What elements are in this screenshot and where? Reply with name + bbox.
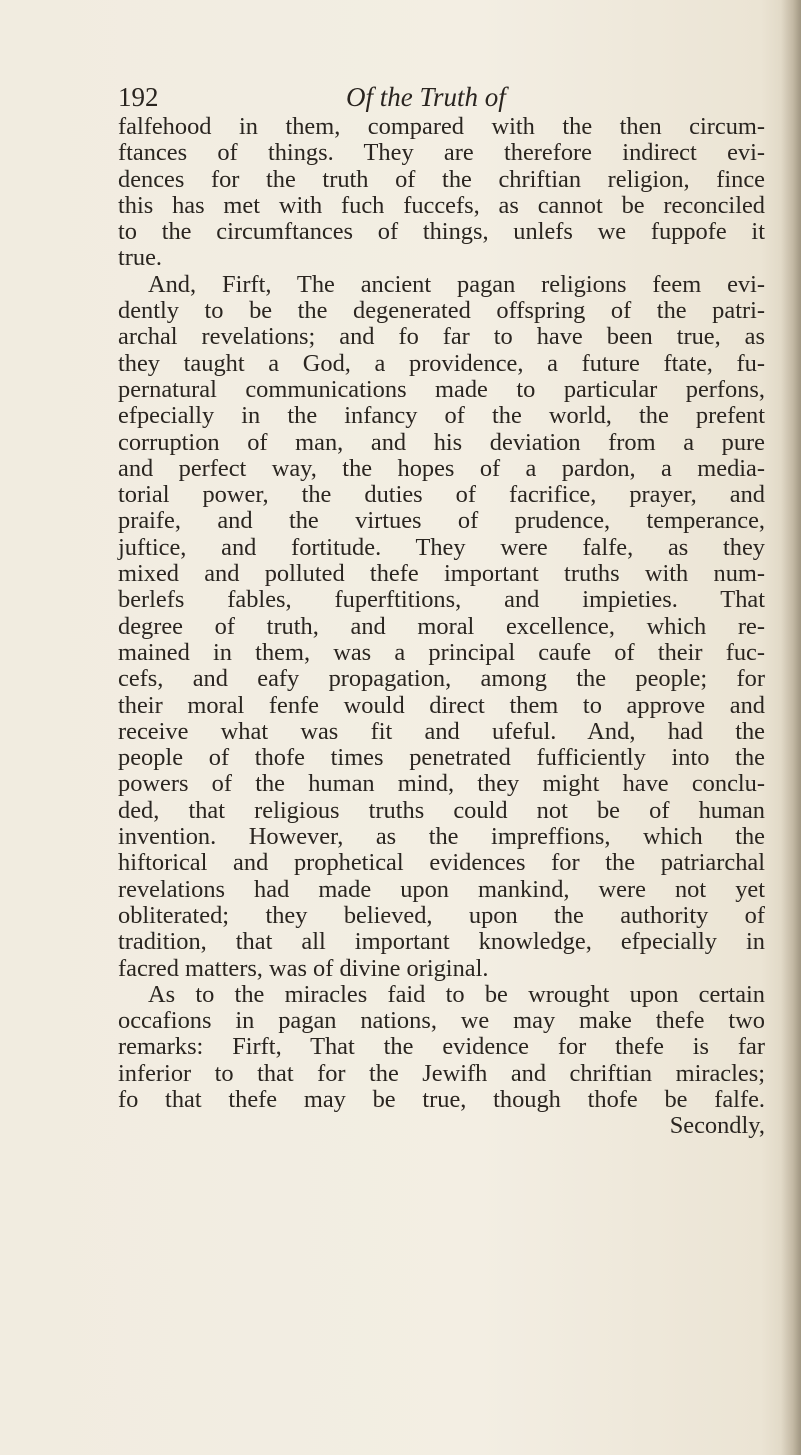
text-line: to the circumftances of things, unlefs we fuppofe it — [118, 218, 765, 246]
text-line: dently to be the degenerated offspring of the patri- — [118, 297, 765, 325]
text-line: And, Firft, The ancient pagan religions feem evi- — [148, 270, 765, 298]
page-number: 192 — [118, 82, 159, 112]
text-line: invention. However, as the impreffions, which the — [118, 823, 765, 851]
text-line: dences for the truth of the chriftian religion, fince — [118, 165, 765, 193]
text-line: Secondly, — [669, 1112, 765, 1140]
text-line: people of thofe times penetrated fufficiently into the — [118, 744, 765, 772]
text-line: mixed and polluted thefe important truths with num- — [118, 560, 765, 588]
text-line: they taught a God, a providence, a future ftate, fu- — [118, 349, 765, 377]
text-line: mained in them, was a principal caufe of their fuc- — [118, 638, 765, 666]
text-line: ded, that religious truths could not be of human — [118, 796, 765, 824]
text-line: inferior to that for the Jewifh and chriftian miracles; — [118, 1059, 765, 1087]
text-line: archal revelations; and fo far to have been true, as — [118, 323, 765, 351]
running-title: Of the Truth of — [346, 82, 506, 112]
text-line: occafions in pagan nations, we may make thefe two — [118, 1007, 765, 1035]
text-line: As to the miracles faid to be wrought upon certain — [148, 980, 765, 1008]
text-line: fo that thefe may be true, though thofe be falfe. — [118, 1085, 765, 1113]
text-line: their moral fenfe would direct them to approve and — [118, 691, 765, 719]
text-line: hiftorical and prophetical evidences for the patriarchal — [118, 849, 765, 877]
text-line: true. — [118, 244, 163, 272]
text-line: degree of truth, and moral excellence, which re- — [118, 612, 765, 640]
text-line: remarks: Firft, That the evidence for thefe is far — [118, 1033, 765, 1061]
page-edge-shadow — [781, 0, 801, 1455]
text-line: efpecially in the infancy of the world, the prefent — [118, 402, 765, 430]
text-line: corruption of man, and his deviation from a pure — [118, 428, 765, 456]
text-line: obliterated; they believed, upon the authority of — [118, 901, 765, 929]
body-text — [118, 114, 765, 1140]
text-line: powers of the human mind, they might have conclu- — [118, 770, 765, 798]
text-line: cefs, and eafy propagation, among the people; for — [118, 665, 765, 693]
text-line: ftances of things. They are therefore indirect evi- — [118, 139, 765, 167]
text-line: tradition, that all important knowledge, efpecially in — [118, 928, 765, 956]
text-line: berlefs fables, fuperftitions, and impieties. That — [118, 586, 765, 614]
text-line: revelations had made upon mankind, were not yet — [118, 875, 765, 903]
text-line: pernatural communications made to particular perfons, — [118, 375, 765, 403]
text-line: receive what was fit and ufeful. And, had the — [118, 717, 765, 745]
text-line: facred matters, was of divine original. — [118, 954, 489, 982]
text-line: falfehood in them, compared with the then circum- — [118, 113, 765, 140]
text-line: this has met with fuch fuccefs, as cannot be reconciled — [118, 191, 765, 219]
text-line: and perfect way, the hopes of a pardon, a media- — [118, 454, 765, 482]
text-line: praife, and the virtues of prudence, temperance, — [118, 507, 765, 535]
text-line: torial power, the duties of facrifice, prayer, and — [118, 481, 765, 509]
text-line: juftice, and fortitude. They were falfe, as they — [118, 533, 765, 561]
